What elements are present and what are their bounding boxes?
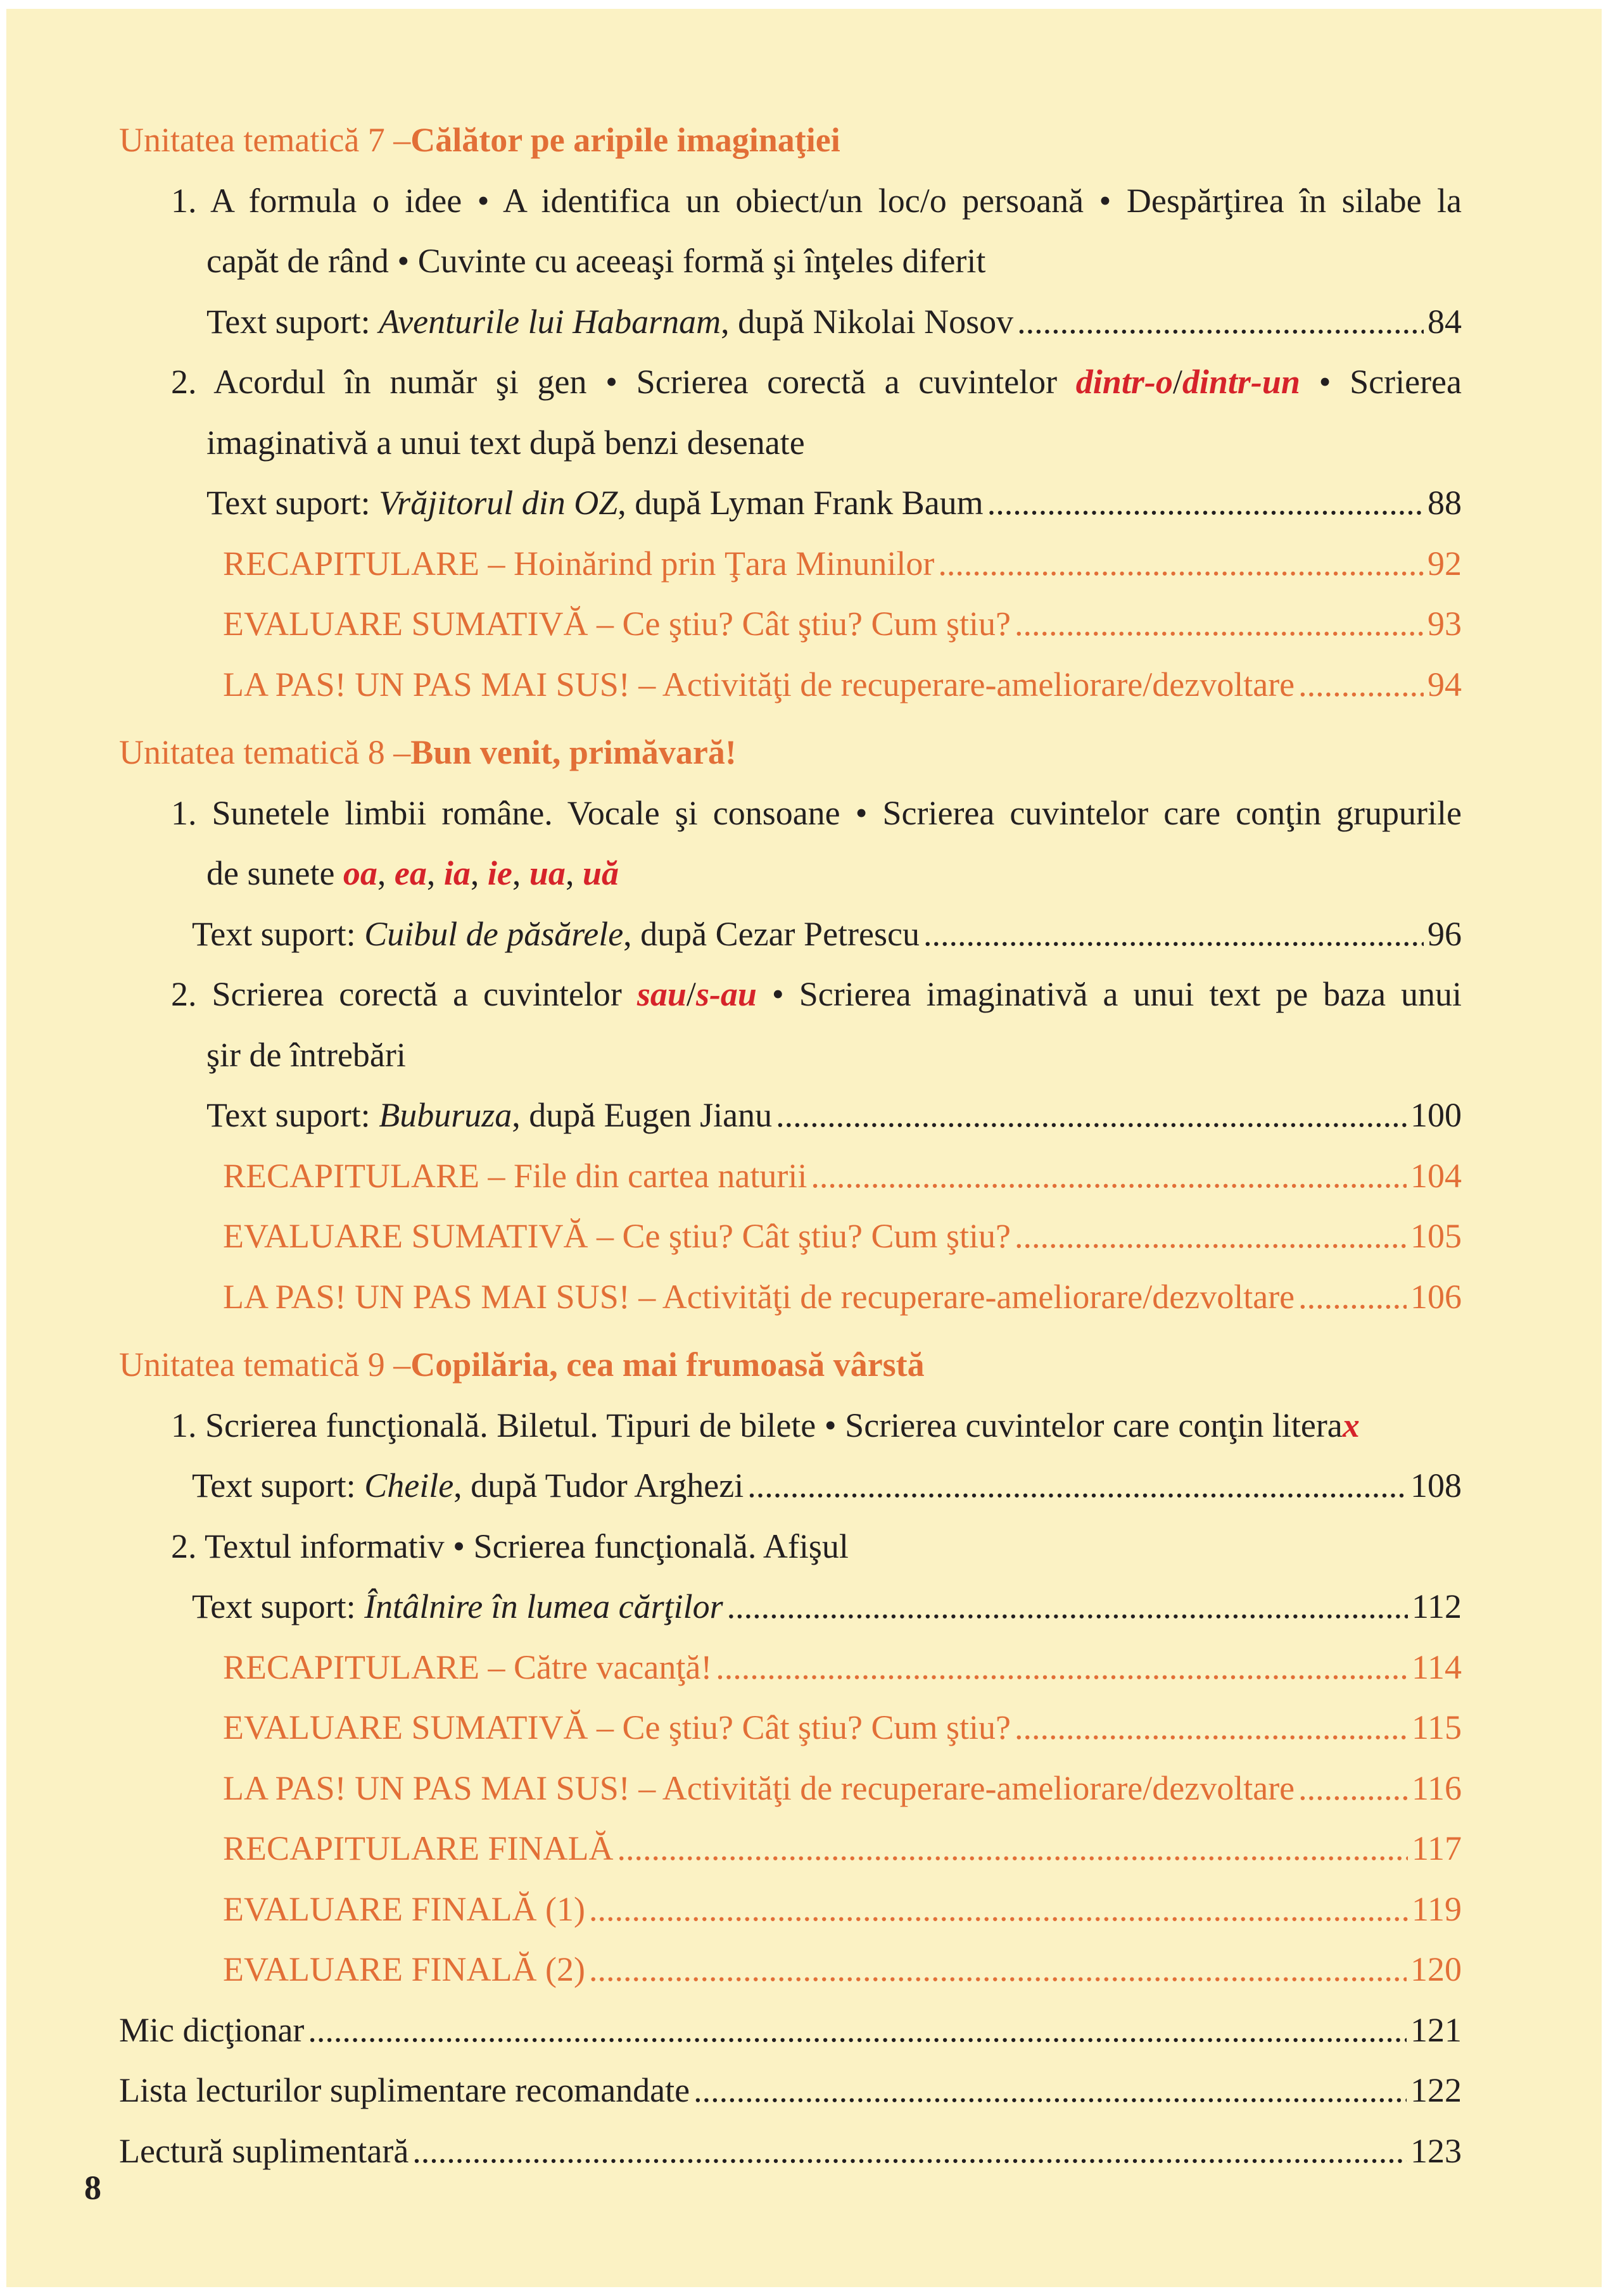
recap-row[interactable]: [119, 1146, 1462, 1207]
text-suport-title: Vrăjitorul din OZ: [379, 484, 618, 522]
page-ref: 94: [1428, 665, 1462, 703]
extra-label: LA PAS! UN PAS MAI SUS! – Activităţi de recuperare-ameliorare/dezvoltare: [223, 665, 1295, 703]
leader-dots: [1298, 1758, 1408, 1819]
text-suport-author: , după Lyman Frank Baum: [617, 484, 984, 522]
final-recap-row[interactable]: [119, 1819, 1462, 1879]
text-suport-row[interactable]: [119, 904, 1462, 965]
text-suport-author: , după Cezar Petrescu: [623, 914, 920, 953]
leader-dots: [412, 2121, 1407, 2182]
reading-list-row[interactable]: [119, 2060, 1462, 2121]
highlight-word: s-au: [695, 975, 757, 1013]
sound-group: ia: [443, 854, 471, 892]
extra-label: EVALUARE FINALĂ (2): [223, 1950, 585, 1988]
dictionary-row[interactable]: [119, 2000, 1462, 2061]
text-suport-row[interactable]: [119, 1577, 1462, 1637]
highlight-word: dintr-o: [1075, 363, 1173, 401]
lesson-8-2: [119, 964, 1462, 1025]
back-matter-label: Mic dicţionar: [119, 2010, 305, 2049]
lesson-line: 1. Sunetele limbii române. Vocale şi consoane • Scrierea cuvintelor care conţin grupurile: [171, 793, 1462, 832]
text-suport-author: , după Tudor Arghezi: [453, 1467, 744, 1504]
sound-group: uă: [582, 854, 619, 892]
extra-label: RECAPITULARE FINALĂ: [223, 1829, 614, 1867]
highlight-word: dintr-un: [1182, 363, 1300, 401]
page-ref: 114: [1412, 1648, 1462, 1686]
lesson-text: 2. Scrierea corectă a cuvintelor: [171, 975, 637, 1013]
lesson-line: şir de întrebări: [206, 1035, 406, 1074]
extra-label: EVALUARE SUMATIVĂ – Ce ştiu? Cât ştiu? Cum ştiu?: [223, 605, 1011, 643]
page-ref: 84: [1428, 302, 1462, 341]
separator: ,: [512, 854, 529, 892]
recap-row[interactable]: [119, 1637, 1462, 1698]
extra-label: EVALUARE SUMATIVĂ – Ce ştiu? Cât ştiu? Cum ştiu?: [223, 1708, 1011, 1746]
lesson-9-1: [119, 1396, 1462, 1456]
leader-dots: [1015, 1206, 1407, 1267]
unit-label: Unitatea tematică 7 –: [119, 121, 411, 159]
text-suport-title: Cheile: [364, 1467, 454, 1504]
sound-group: ea: [394, 854, 427, 892]
leader-dots: [747, 1456, 1407, 1517]
page-ref: 108: [1410, 1467, 1462, 1504]
page-number: 8: [84, 2169, 101, 2207]
separator: ,: [565, 854, 583, 892]
page-ref: 92: [1428, 544, 1462, 583]
table-of-contents: [119, 110, 1462, 2181]
leader-dots: [1015, 594, 1424, 655]
text-suport-label: Text suport:: [206, 302, 370, 341]
recap-row[interactable]: [119, 534, 1462, 595]
extra-label: EVALUARE SUMATIVĂ – Ce ştiu? Cât ştiu? Cum ştiu?: [223, 1217, 1011, 1255]
leader-dots: [1015, 1698, 1408, 1758]
highlight-letter: x: [1342, 1406, 1360, 1444]
text-suport-row[interactable]: [119, 292, 1462, 353]
unit-title: Călător pe aripile imaginaţiei: [410, 121, 840, 159]
page-ref: 104: [1410, 1156, 1462, 1195]
text-suport-label: Text suport:: [192, 914, 356, 953]
page-ref: 120: [1410, 1950, 1462, 1988]
separator: ,: [470, 854, 488, 892]
evaluation-row[interactable]: [119, 1206, 1462, 1267]
leader-dots: [727, 1577, 1408, 1637]
text-suport-row[interactable]: [119, 1456, 1462, 1517]
separator: ,: [377, 854, 395, 892]
page-ref: 93: [1428, 605, 1462, 643]
text-suport-title: Întâlnire în lumea cărţilor: [364, 1587, 723, 1625]
lesson-line: 1. A formula o idee • A identifica un obiect/un loc/o persoană • Despărţirea în silabe la: [171, 181, 1462, 220]
text-suport-title: Aventurile lui Habarnam: [379, 302, 721, 341]
page-ref: 121: [1410, 2010, 1462, 2049]
separator: ,: [426, 854, 444, 892]
page-ref: 105: [1410, 1217, 1462, 1255]
text-suport-title: Cuibul de păsărele: [364, 914, 624, 953]
leader-dots: [938, 534, 1424, 595]
unit-9-heading: [119, 1335, 1462, 1396]
evaluation-row[interactable]: [119, 1698, 1462, 1758]
text-suport-author: , după Eugen Jianu: [512, 1096, 773, 1134]
leader-dots: [987, 473, 1424, 534]
lesson-line: capăt de rând • Cuvinte cu aceeaşi formă şi înţeles diferit: [206, 242, 986, 280]
evaluation-row[interactable]: [119, 594, 1462, 655]
text-suport-row[interactable]: [119, 1085, 1462, 1146]
back-matter-label: Lista lecturilor suplimentare recomandate: [119, 2071, 690, 2109]
page-ref: 122: [1410, 2071, 1462, 2109]
unit-title: Bun venit, primăvară!: [410, 733, 737, 771]
page-ref: 123: [1410, 2131, 1462, 2170]
text-suport-label: Text suport:: [206, 484, 370, 522]
page-ref: 117: [1412, 1829, 1462, 1867]
text-suport-label: Text suport:: [192, 1587, 356, 1625]
unit-label: Unitatea tematică 8 –: [119, 733, 411, 771]
page: [6, 9, 1602, 2287]
leader-dots: [589, 1879, 1408, 1940]
lesson-8-1: [119, 783, 1462, 844]
lesson-text: 2. Textul informativ • Scrierea funcţională. Afişul: [171, 1527, 849, 1565]
lesson-line: imaginativă a unui text după benzi desenate: [206, 423, 805, 462]
leader-dots: [716, 1637, 1408, 1698]
sound-group: ua: [529, 854, 566, 892]
page-ref: 119: [1412, 1889, 1462, 1928]
lesson-text: 2. Acordul în număr şi gen • Scrierea corectă a cuvintelor: [171, 363, 1076, 401]
lesson-line: [171, 352, 1462, 413]
text-suport-label: Text suport:: [206, 1096, 370, 1134]
activities-row[interactable]: [119, 1758, 1462, 1819]
leader-dots: [308, 2000, 1407, 2061]
highlight-word: sau: [636, 975, 687, 1013]
lesson-7-2: [119, 352, 1462, 413]
unit-8-heading: [119, 722, 1462, 783]
lesson-7-1-cont: [119, 231, 1462, 292]
slash: /: [686, 975, 696, 1013]
lesson-9-2: [119, 1517, 1462, 1577]
lesson-7-2-cont: [119, 413, 1462, 474]
slash: /: [1172, 363, 1182, 401]
back-matter-label: Lectură suplimentară: [119, 2131, 409, 2170]
final-evaluation-2-row[interactable]: [119, 1940, 1462, 2000]
extra-label: RECAPITULARE – File din cartea naturii: [223, 1156, 807, 1195]
unit-7-heading: [119, 110, 1462, 171]
lesson-text: • Scrierea: [1300, 363, 1462, 401]
lesson-line: [171, 843, 1462, 904]
extra-label: RECAPITULARE – Către vacanţă!: [223, 1648, 712, 1686]
leader-dots: [693, 2060, 1407, 2121]
lesson-8-1-cont: [119, 843, 1462, 904]
extra-label: LA PAS! UN PAS MAI SUS! – Activităţi de recuperare-ameliorare/dezvoltare: [223, 1769, 1295, 1807]
lesson-text: de sunete: [206, 854, 343, 892]
page-ref: 96: [1428, 914, 1462, 953]
lesson-7-1: [119, 171, 1462, 232]
sound-group: oa: [343, 854, 377, 892]
leader-dots: [1298, 1267, 1407, 1328]
leader-dots: [1298, 655, 1424, 716]
lesson-8-2-cont: [119, 1025, 1462, 1086]
text-suport-author: , după Nikolai Nosov: [721, 302, 1014, 341]
text-suport-row[interactable]: [119, 473, 1462, 534]
leader-dots: [617, 1819, 1409, 1879]
leader-dots: [811, 1146, 1407, 1207]
lesson-text: • Scrierea imaginativă a unui text pe baza unui: [756, 975, 1462, 1013]
leader-dots: [923, 904, 1424, 965]
extra-label: RECAPITULARE – Hoinărind prin Ţara Minunilor: [223, 544, 935, 583]
page-ref: 88: [1428, 484, 1462, 522]
activities-row[interactable]: [119, 1267, 1462, 1328]
text-suport-label: Text suport:: [192, 1467, 356, 1504]
lesson-line: [171, 964, 1462, 1025]
lesson-text: 1. Scrierea funcţională. Biletul. Tipuri de bilete • Scrierea cuvintelor care conţin litera: [171, 1406, 1343, 1444]
page-ref: 115: [1412, 1708, 1462, 1746]
unit-title: Copilăria, cea mai frumoasă vârstă: [410, 1346, 925, 1384]
leader-dots: [589, 1940, 1407, 2000]
text-suport-title: Buburuza: [379, 1096, 512, 1134]
leader-dots: [776, 1085, 1407, 1146]
final-evaluation-1-row[interactable]: [119, 1879, 1462, 1940]
page-ref: 106: [1410, 1277, 1462, 1316]
sound-group: ie: [487, 854, 512, 892]
leader-dots: [1017, 292, 1424, 353]
extra-reading-row[interactable]: [119, 2121, 1462, 2182]
unit-label: Unitatea tematică 9 –: [119, 1346, 411, 1384]
activities-row[interactable]: [119, 655, 1462, 716]
extra-label: EVALUARE FINALĂ (1): [223, 1889, 585, 1928]
page-ref: 100: [1410, 1096, 1462, 1134]
page-ref: 116: [1412, 1769, 1462, 1807]
extra-label: LA PAS! UN PAS MAI SUS! – Activităţi de recuperare-ameliorare/dezvoltare: [223, 1277, 1295, 1316]
page-ref: 112: [1412, 1587, 1462, 1625]
